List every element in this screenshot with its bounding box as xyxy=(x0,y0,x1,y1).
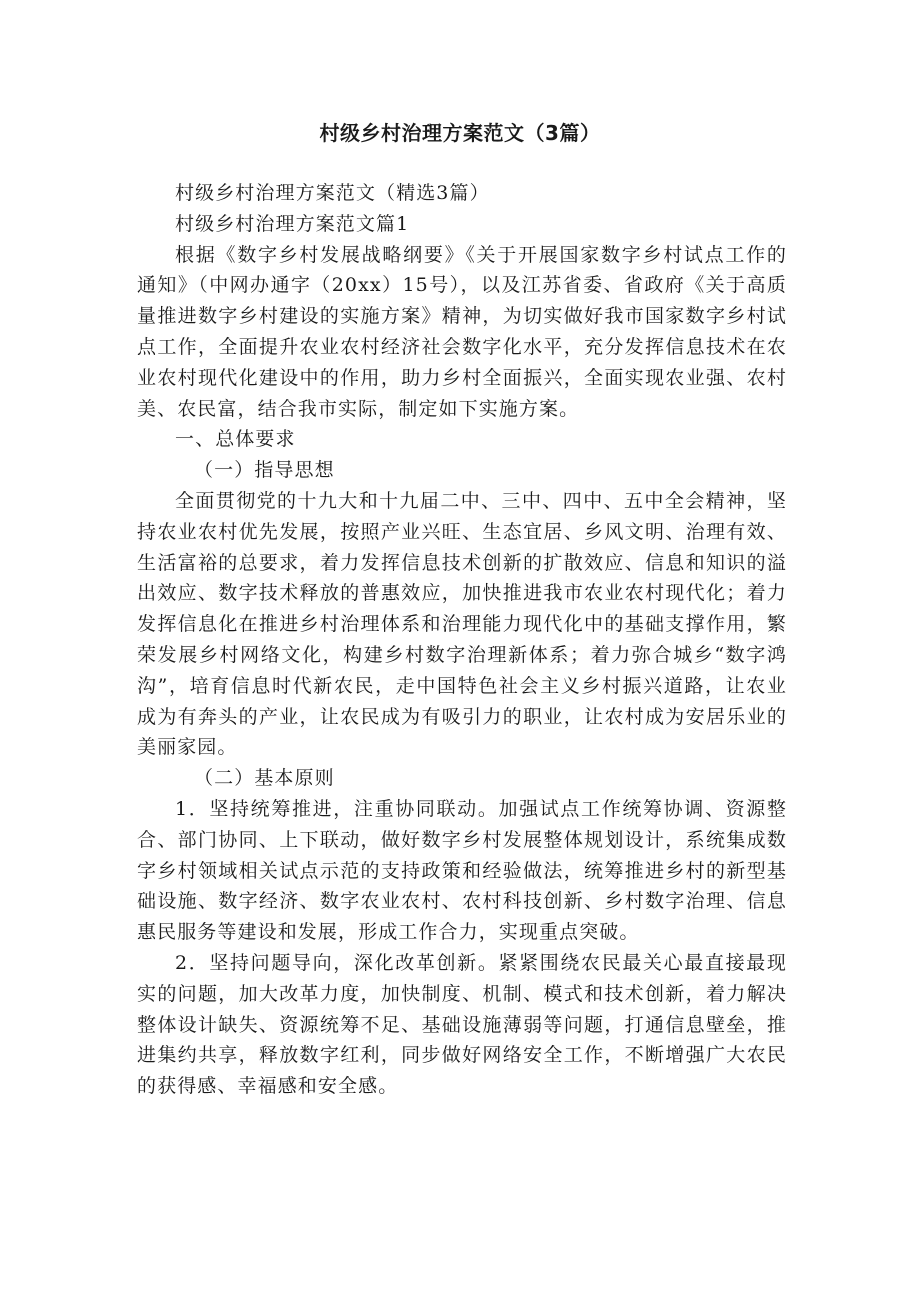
principle-1-paragraph: 1．坚持统筹推进，注重协同联动。加强试点工作统筹协调、资源整合、部门协同、上下联动，做好数字乡村发展整体规划设计，系统集成数字乡村领域相关试点示范的支持政策和经验做法，统筹推进乡村的新型基础设施、数字经济、数字农业农村、农村科技创新、乡村数字治理、信息惠民服务等建设和发展，形成工作合力，实现重点突破。 xyxy=(137,797,787,944)
heading-basic-principles: （二）基本原则 xyxy=(194,767,335,790)
document-title: 村级乡村治理方案范文（3篇） xyxy=(319,121,601,145)
heading-guiding-ideology: （一）指导思想 xyxy=(194,459,335,482)
section-title-line: 村级乡村治理方案范文篇1 xyxy=(175,212,410,235)
intro-paragraph: 根据《数字乡村发展战略纲要》《关于开展国家数字乡村试点工作的通知》（中网办通字（20xx）15号），以及江苏省委、省政府《关于高质量推进数字乡村建设的实施方案》精神，为切实做好我市国家数字乡村试点工作，全面提升农业农村经济社会数字化水平，充分发挥信息技术在农业农村现代化建设中的作用，助力乡村全面振兴，全面实现农业强、农村美、农民富，结合我市实际，制定如下实施方案。 xyxy=(137,243,787,420)
subtitle-line: 村级乡村治理方案范文（精选3篇） xyxy=(175,182,490,204)
guiding-ideology-paragraph: 全面贯彻党的十九大和十九届二中、三中、四中、五中全会精神，坚持农业农村优先发展，按照产业兴旺、生态宜居、乡风文明、治理有效、生活富裕的总要求，着力发挥信息技术创新的扩散效应、信息和知识的溢出效应、数字技术释放的普惠效应，加快推进我市农业农村现代化；着力发挥信息化在推进乡村治理体系和治理能力现代化中的基础支撑作用，繁荣发展乡村网络文化，构建乡村数字治理新体系；着力弥合城乡“数字鸿沟”，培育信息时代新农民，走中国特色社会主义乡村振兴道路，让农业成为有奔头的产业，让农民成为有吸引力的职业，让农村成为安居乐业的美丽家园。 xyxy=(137,489,787,759)
principle-2-paragraph: 2．坚持问题导向，深化改革创新。紧紧围绕农民最关心最直接最现实的问题，加大改革力度，加快制度、机制、模式和技术创新，着力解决整体设计缺失、资源统筹不足、基础设施薄弱等问题，打通信息壁垒，推进集约共享，释放数字红利，同步做好网络安全工作，不断增强广大农民的获得感、幸福感和安全感。 xyxy=(137,951,787,1098)
document-body xyxy=(137,178,787,1102)
heading-overall-requirements: 一、总体要求 xyxy=(175,428,296,451)
